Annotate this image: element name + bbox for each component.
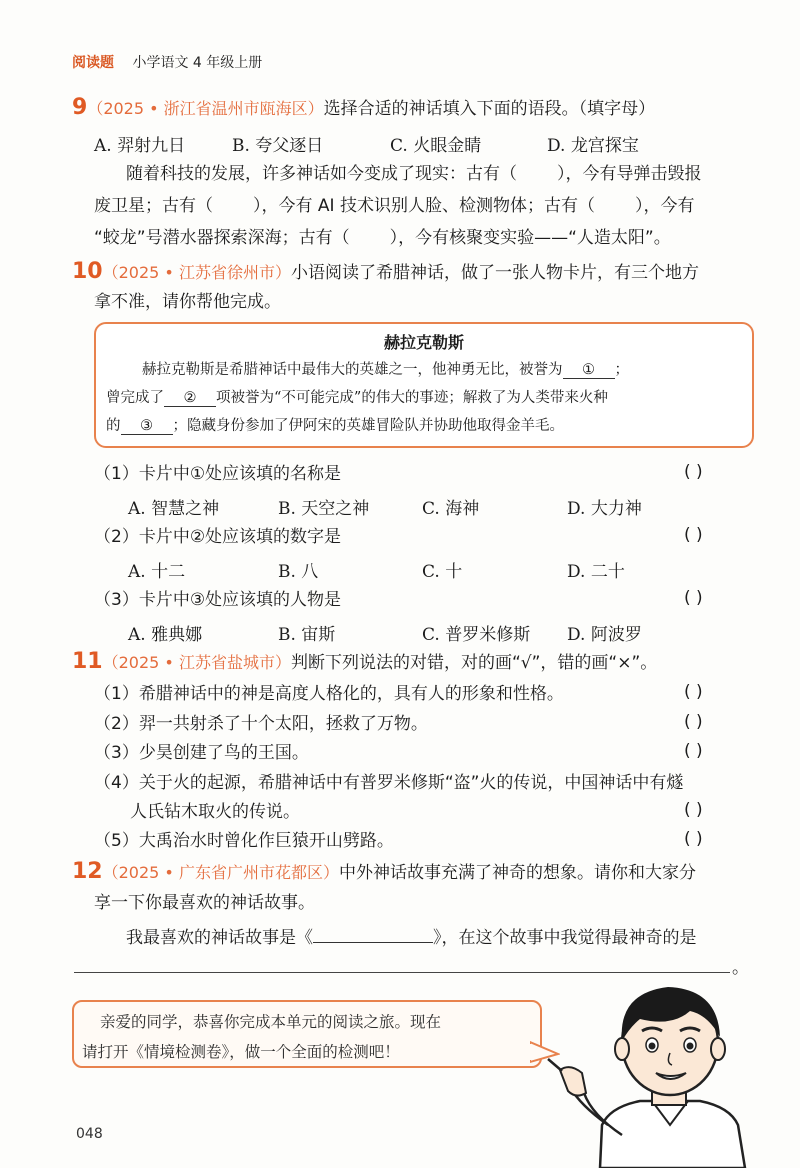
q11-item-3: （3）少昊创建了鸟的王国。 xyxy=(94,743,309,763)
q10-sub3-option-d: D. 阿波罗 xyxy=(567,625,642,645)
q9-text: ），今有 AI 技术识别人脸、检测物体；古有（ xyxy=(253,196,595,216)
q12-text: 》，在这个故事中我觉得最神奇的是 xyxy=(433,928,697,948)
q11-item-4: （4）关于火的起源，希腊神话中有普罗米修斯“盗”火的传说，中国神话中有燧 xyxy=(94,773,684,793)
q12-story-blank[interactable] xyxy=(313,942,433,943)
q9-option-a: A. 羿射九日 xyxy=(94,136,186,156)
q10-sub3-answer-paren[interactable]: ( ) xyxy=(684,588,703,608)
q12-source: （2025 • 广东省广州市花都区） xyxy=(102,863,339,882)
q9-number: 9 xyxy=(72,95,88,120)
q12-title xyxy=(72,860,696,885)
q11-prompt: 判断下列说法的对错，对的画“√”，错的画“×”。 xyxy=(290,653,658,673)
q9-option-c: C. 火眼金睛 xyxy=(390,136,482,156)
q11-item-2: （2）羿一共射杀了十个太阳，拯救了万物。 xyxy=(94,714,428,734)
card-line2 xyxy=(106,386,608,407)
cartoon-boy-illustration xyxy=(540,975,780,1168)
character-card xyxy=(94,322,754,448)
card-line3 xyxy=(106,414,564,435)
section-tag: 阅读题 xyxy=(72,55,114,71)
bubble-line1: 亲爱的同学，恭喜你完成本单元的阅读之旅。现在 xyxy=(100,1013,442,1031)
q12-fill-line xyxy=(126,926,697,950)
q11-item-4-cont: 人氏钻木取火的传说。 xyxy=(130,802,300,822)
q10-prompt-cont: 拿不准，请你帮他完成。 xyxy=(94,292,281,312)
q9-option-d: D. 龙宫探宝 xyxy=(547,136,639,156)
card-text: 赫拉克勒斯是希腊神话中最伟大的英雄之一，他神勇无比，被誉为 xyxy=(142,362,563,378)
q12-prompt: 中外神话故事充满了神奇的想象。请你和大家分 xyxy=(338,863,696,883)
q10-sub1-stem: （1）卡片中①处应该填的名称是 xyxy=(94,464,342,484)
q10-sub3-option-a: A. 雅典娜 xyxy=(128,625,203,645)
q9-title xyxy=(72,96,655,121)
q9-text: 随着科技的发展，许多神话如今变成了现实：古有（ xyxy=(126,164,517,184)
card-line1 xyxy=(142,358,629,379)
q9-option-b: B. 夸父逐日 xyxy=(232,136,324,156)
q11-item3-answer-paren[interactable]: ( ) xyxy=(684,741,703,761)
q12-end-mark: 。 xyxy=(732,958,749,978)
q9-text: ），今有导弹击毁报 xyxy=(557,164,702,184)
q9-text: ），今有 xyxy=(634,196,695,216)
q11-number: 11 xyxy=(72,649,103,674)
q10-sub1-answer-paren[interactable]: ( ) xyxy=(684,462,703,482)
q10-source: （2025 • 江苏省徐州市） xyxy=(102,263,291,282)
q10-sub2-option-a: A. 十二 xyxy=(128,562,186,582)
card-blank-2[interactable]: ② xyxy=(164,390,216,407)
q11-item-5: （5）大禹治水时曾化作巨猿开山劈路。 xyxy=(94,831,394,851)
q10-number: 10 xyxy=(72,259,103,284)
q9-text: ），今有核聚变实验——“人造太阳”。 xyxy=(389,228,671,248)
q10-sub3-option-c: C. 普罗米修斯 xyxy=(422,625,531,645)
q9-text: 废卫星；古有（ xyxy=(94,196,213,216)
q10-sub2-option-c: C. 十 xyxy=(422,562,463,582)
q9-text: “蛟龙”号潜水器探索深海；古有（ xyxy=(94,228,350,248)
q9-paragraph-line2 xyxy=(94,194,694,218)
card-text: 项被誉为“不可能完成”的伟大的事迹；解救了为人类带来火种 xyxy=(216,390,608,406)
q11-item1-answer-paren[interactable]: ( ) xyxy=(684,682,703,702)
page-number: 048 xyxy=(76,1126,103,1142)
card-title: 赫拉克勒斯 xyxy=(383,333,464,352)
q12-answer-line[interactable] xyxy=(74,972,730,973)
q9-paragraph-line1 xyxy=(126,162,702,186)
q10-sub1-option-c: C. 海神 xyxy=(422,499,480,519)
q10-sub2-answer-paren[interactable]: ( ) xyxy=(684,525,703,545)
q10-sub3-option-b: B. 宙斯 xyxy=(278,625,336,645)
q10-sub2-option-d: D. 二十 xyxy=(567,562,625,582)
q11-item5-answer-paren[interactable]: ( ) xyxy=(684,829,703,849)
q10-sub1-option-b: B. 天空之神 xyxy=(278,499,370,519)
bubble-line2: 请打开《情境检测卷》，做一个全面的检测吧！ xyxy=(82,1043,400,1061)
card-text: 的 xyxy=(106,418,121,434)
q10-prompt: 小语阅读了希腊神话，做了一张人物卡片，有三个地方 xyxy=(290,263,699,283)
q9-source: （2025 • 浙江省温州市瓯海区） xyxy=(87,99,324,118)
q11-title xyxy=(72,650,657,675)
page-header xyxy=(72,52,262,72)
q9-paragraph-line3 xyxy=(94,226,671,250)
card-text: ； xyxy=(614,362,629,378)
card-blank-3[interactable]: ③ xyxy=(121,418,173,435)
q9-prompt: 选择合适的神话填入下面的语段。（填字母） xyxy=(323,99,656,119)
q10-title xyxy=(72,260,699,285)
q11-item2-answer-paren[interactable]: ( ) xyxy=(684,712,703,732)
q10-sub1-option-d: D. 大力神 xyxy=(567,499,642,519)
book-subtitle: 小学语文 4 年级上册 xyxy=(132,55,263,71)
card-blank-1[interactable]: ① xyxy=(563,362,615,379)
q10-sub3-stem: （3）卡片中③处应该填的人物是 xyxy=(94,590,342,610)
q12-prompt-cont: 享一下你最喜欢的神话故事。 xyxy=(94,893,315,913)
q12-number: 12 xyxy=(72,859,103,884)
q11-item-1: （1）希腊神话中的神是高度人格化的，具有人的形象和性格。 xyxy=(94,684,564,704)
q11-item4-answer-paren[interactable]: ( ) xyxy=(684,800,703,820)
card-text: 曾完成了 xyxy=(106,390,164,406)
q11-source: （2025 • 江苏省盐城市） xyxy=(102,653,291,672)
q10-sub2-stem: （2）卡片中②处应该填的数字是 xyxy=(94,527,342,547)
q10-sub2-option-b: B. 八 xyxy=(278,562,319,582)
q12-text: 我最喜欢的神话故事是《 xyxy=(126,928,313,948)
q10-sub1-option-a: A. 智慧之神 xyxy=(128,499,220,519)
speech-bubble xyxy=(72,1000,542,1068)
card-text: ；隐藏身份参加了伊阿宋的英雄冒险队并协助他取得金羊毛。 xyxy=(172,418,564,434)
